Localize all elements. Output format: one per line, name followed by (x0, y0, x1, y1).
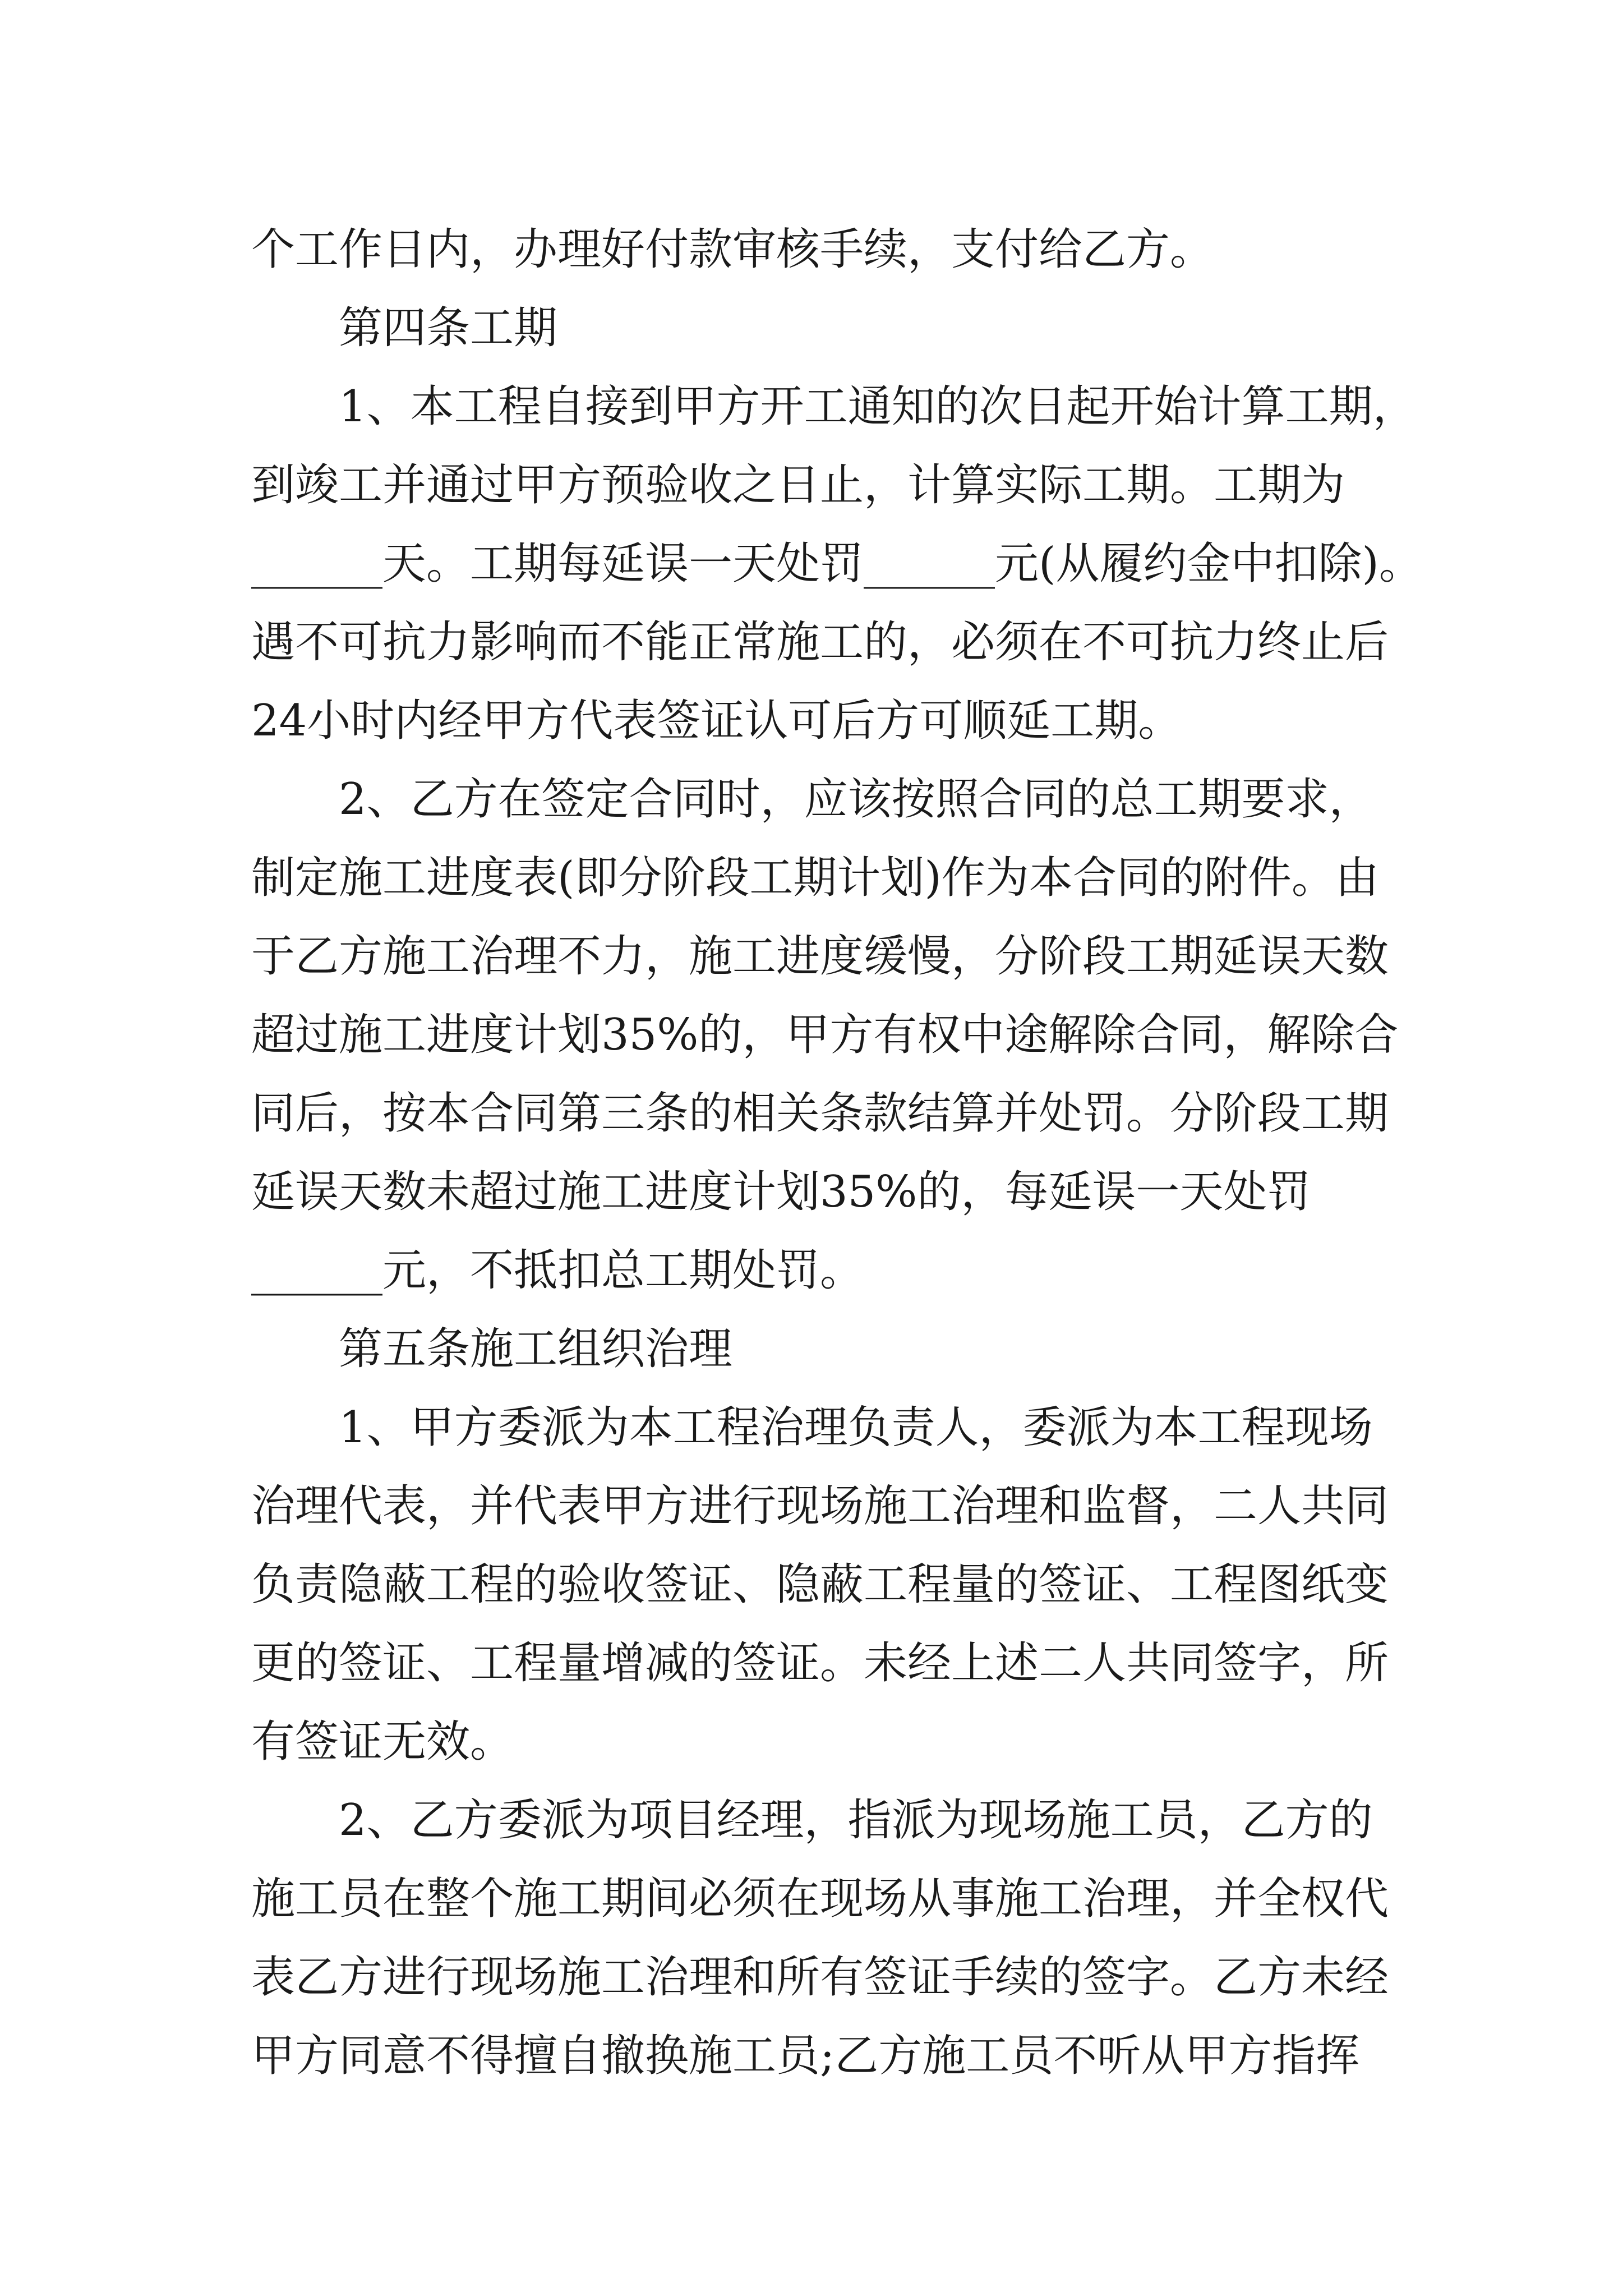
text-line: 1、本工程自接到甲方开工通知的次日起开始计算工期， (339, 381, 1417, 432)
text-line: 延误天数未超过施工进度计划35%的，每延误一天处罚 (251, 1167, 1311, 1217)
text-line: 个工作日内，办理好付款审核手续，支付给乙方。 (251, 224, 1214, 275)
text-line: 制定施工进度表(即分阶段工期计划)作为本合同的附件。由 (251, 853, 1379, 903)
section-heading: 第五条施工组织治理 (339, 1324, 733, 1374)
text-line: 24小时内经甲方代表签证认可后方可顺延工期。 (251, 696, 1182, 746)
text-line: 有签证无效。 (251, 1717, 514, 1767)
text-line: 于乙方施工治理不力，施工进度缓慢，分阶段工期延误天数 (251, 931, 1389, 982)
text-line: ______元，不抵扣总工期处罚。 (251, 1245, 864, 1296)
text-line: 同后，按本合同第三条的相关条款结算并处罚。分阶段工期 (251, 1088, 1389, 1139)
text-line: ______天。工期每延误一天处罚______元(从履约金中扣除)。 (251, 539, 1423, 589)
section-heading: 第四条工期 (339, 303, 558, 353)
text-line: 施工员在整个施工期间必须在现场从事施工治理，并全权代 (251, 1874, 1389, 1924)
text-line: 超过施工进度计划35%的，甲方有权中途解除合同，解除合 (251, 1010, 1399, 1060)
text-line: 治理代表，并代表甲方进行现场施工治理和监督，二人共同 (251, 1481, 1389, 1531)
text-line: 甲方同意不得擅自撤换施工员;乙方施工员不听从甲方指挥 (251, 2031, 1360, 2081)
text-line: 1、甲方委派为本工程治理负责人，委派为本工程现场 (339, 1402, 1373, 1453)
text-line: 更的签证、工程量增减的签证。未经上述二人共同签字，所 (251, 1638, 1389, 1688)
text-line: 2、乙方委派为项目经理，指派为现场施工员，乙方的 (339, 1795, 1373, 1846)
text-line: 2、乙方在签定合同时，应该按照合同的总工期要求， (339, 774, 1373, 825)
text-line: 遇不可抗力影响而不能正常施工的，必须在不可抗力终止后 (251, 617, 1389, 668)
text-line: 表乙方进行现场施工治理和所有签证手续的签字。乙方未经 (251, 1952, 1389, 2003)
text-line: 负责隐蔽工程的验收签证、隐蔽工程量的签证、工程图纸变 (251, 1559, 1389, 1610)
text-line: 到竣工并通过甲方预验收之日止，计算实际工期。工期为 (251, 460, 1345, 510)
